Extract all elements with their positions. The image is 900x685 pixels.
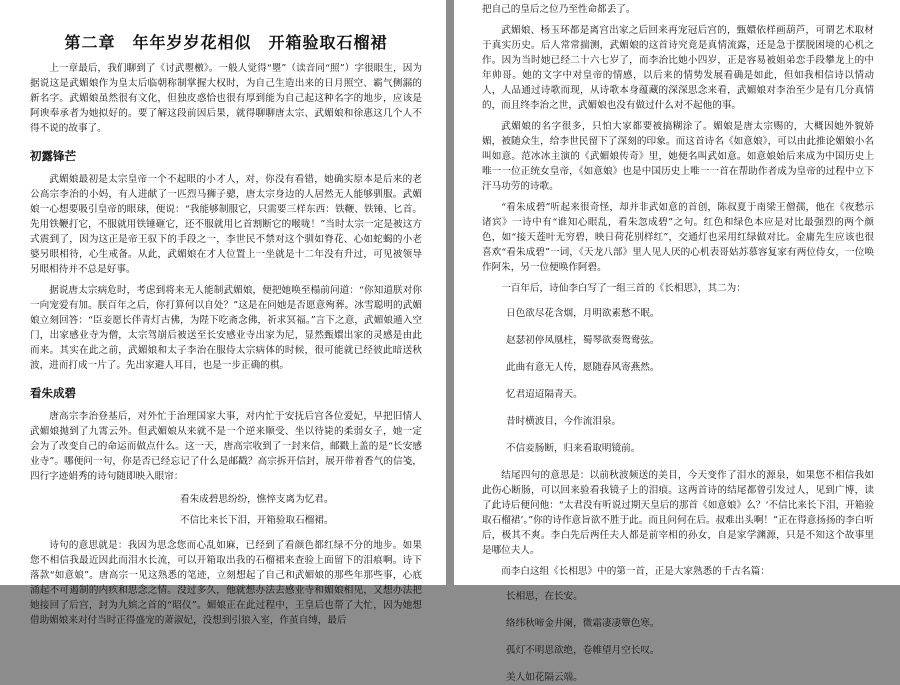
poem-block [30,492,422,528]
section-heading-kanzhu-chengbi: 看朱成碧 [30,386,76,400]
poem-line: 日色欲尽花含烟，月明欲素愁不眠。 [506,308,660,319]
poem-line: 不信妾肠断，归来看取明镜前。 [506,443,641,454]
body-paragraph: 据说唐太宗病危时，考虑到将来无人能制武媚娘，便把她唤至榻前问道：“你知道朕对你一向宠爱有加。朕百年之后，你打算何以自处？”这是在问她是否愿意殉葬。冰雪聪明的武媚娘立刻回答：“臣妾愿长伴青灯古佛，为陛下吃斋念佛，祈求冥福。”言下之意，武媚娘遁入空门，出家感业寺为僧，太宗驾崩后被送至长安感业寺出家为尼，显然甄嬛出家的灵感是由此而来。其实在此之前，武媚娘和太子李治在服侍太宗病体的时候，很可能就已经彼此暗送秋波，进而打成一片了。先出家避人耳目，也是一步正确的棋。 [30,285,422,371]
poem-line: 孤灯不明思欲绝，卷帷望月空长叹。 [506,645,660,656]
poem-line: 忆君迢迢隔青天。 [506,389,583,400]
right-page [454,0,900,683]
body-paragraph: 一百年后，诗仙李白写了一组三首的《长相思》，其二为： [501,283,746,294]
poem-line: 昔时横波目，今作流泪泉。 [506,416,622,427]
body-paragraph: 武媚娘的名字很多，只怕大家都要被搞糊涂了。媚娘是唐太宗赐的，大概因她外貌娇媚，被随众生，给李世民留下了深刻的印象。而这首诗名《如意娘》，可以由此推论媚娘小名叫如意。范冰冰主演的《武媚娘传奇》里，她便名叫武如意。如意娘始后来成为中国历史上唯一一位正统女皇帝，《如意娘》也是中国历史上唯一一首在帮助作者成为皇帝的过程中立下汗马功劳的诗歌。 [482,121,874,192]
poem-line: 不信比来长下泪，开箱验取石榴裙。 [180,515,334,526]
poem-line: 络纬秋啼金井阑，微霜凄凄簟色寒。 [506,618,660,629]
body-paragraph: “看朱成碧”听起来很奇怪，却并非武如意的首创，陈叔夏于南梁王僧孺，他在《夜愁示诸宾》一诗中有“谁知心眼乱，看朱忽成碧”之句。红色和绿色本应是对比最强烈的两个颜色，如“接天莲叶无穷碧，映日荷花别样红”，交通灯也采用红绿做对比。金庸先生应该也很喜欢“看朱成碧”一词，《天龙八部》里人见人厌的心机表哥姑苏慕容复家有两位侍女，一位唤作阿朱，另一位便唤作阿碧。 [482,202,874,273]
left-page [0,0,446,626]
body-paragraph: 武媚娘、杨玉环都是离宫出家之后回来再宠冠后宫的，甄嬛依样画葫芦，可谓艺术取材于真实历史。后人常常揣测，武媚娘的这首诗究竟是真情流露，还是急于摆脱困境的心机之作。因为当时她已经二十六七岁了，而李治比她小四岁，正是容易被姐弟恋手段攀龙上的中年帅哥。她的文字中对皇帝的情感，以后来的情势发展看确是如此，但如我相信诗以情动人，人品通过诗歌而现，从诗歌本身蕴藏的深深思念来看，武媚娘对李治至少是有几分真情的，而且终李治之世，武媚娘也没有做过什么对不起他的事。 [482,25,874,111]
chapter-title: 第二章 年年岁岁花相似 开箱验取石榴裙 [64,33,388,52]
poem-line: 此曲有意无人传，愿随春风寄燕然。 [506,362,660,373]
poem-block [482,589,874,685]
section-heading-chulu-fengmang: 初露锋芒 [30,149,76,163]
intro-paragraph: 上一章最后，我们聊到了《讨武瞾檄》。一般人觉得“瞾”（读音同“照”）字很眼生，因为据说这是武媚娘作为皇太后临朝称制掌握大权时，为自己生造出来的日月照空、霸气侧漏的新名字。武媚娘虽然很有文化，但独皮惑恰也很有厚到能为自己起这种名字的地步，应该是阿谀奉承者为她拟好的。要了解这段前因后果，就得聊聊唐太宗、武媚娘和徐惠这几个人不得不说的故事了。 [30,63,422,134]
poem-line: 长相思，在长安。 [506,591,583,602]
body-paragraph: 结尾四句的意思是：以前秋波频送的美目，今天变作了泪水的源泉，如果您不相信我如此伤心断肠，可以回来验看我镜子上的泪痕。这两首诗的结尾都曾引发过人，见到广博，读了此诗后便问他：“太君没有听说过期天皇后的那首《如意娘》么？‘不信比来长下泪，开箱验取石榴裙’。”你的诗作意旨欲不胜于此。而且问何在后。叔难出头啊！”正在得意扬扬的李白听后，极其不爽。李白先后两任夫人都是前宰相的孙女，自是家学渊源，只是不知这个故事里是哪位夫人。 [482,470,874,556]
poem-line: 看朱成碧思纷纷，憔悴支离为忆君。 [180,494,334,505]
body-paragraph: 而李白这组《长相思》中的第一首，正是大家熟悉的千古名篇： [501,566,770,577]
body-paragraph: 诗句的意思就是：我因为思念您而心乱如麻，已经到了看颜色都红绿不分的地步。如果您不相信我最近因此而泪水长流，可以开箱取出我的石榴裙来查验上面留下的泪痕啊。诗下落款“如意娘”。唐高宗一见这熟悉的笔迹，立刻想起了自己和武媚娘的那些年那些事，心底涌起不可遏制的内疚和思念之情。没过多久，他就想办法去感业寺和媚娘相见，又想办法把她接回了后宫，封为九嫔之首的“昭仪”。媚娘正在此过程中，王皇后也帮了大忙，因为她想借助媚娘来对付当时正得盛宠的萧淑妃，没想到引狼入室，作茧自缚，最后 [30,540,422,626]
poem-block [482,306,874,456]
body-paragraph: 武媚娘最初是太宗皇帝一个不起眼的小才人，对，你没有看错，她确实原本是后来的老公高宗李治的小妈，有人进献了一匹烈马狮子骢，唐太宗身边的人居然无人能够驯服。武媚娘一心想要吸引皇帝的眼球，便说：“我能够制服它，只需要三样东西：铁鞭、铁锤、匕首。先用铁鞭打它，不服就用铁锤砸它，还不服就用匕首割断它的喉咙！”当时太宗一定是被这方式震到了，因为这正是帝王驭下的手段之一，李世民不禁对这个驯如脊花、心如蛇蝎的小老婆另眼相待，心生戒备。从此，武媚娘在才人位置上一坐就是十二年没有升过，可见被领导另眼相待并不总是好事。 [30,174,422,275]
poem-line: 赵瑟初停凤凰柱，蜀琴欲奏鸳鸯弦。 [506,335,660,346]
body-paragraph: 唐高宗李治登基后，对外忙于治理国家大事，对内忙于安抚后宫各位爱妃，早把旧情人武媚娘抛到了九霄云外。但武媚娘从来就不是一个逆来顺受、坐以待毙的柔弱女子，她一定会为了改变自己的命运而做点什么。这一天，唐高宗收到了一封来信，邮戳上盖的是“长安感业寺”。哪便问一句，你是否已经忘记了什么是邮戳？高宗拆开信封，展开带着香气的信笺，四行字迹娟秀的诗句随即映入眼帘： [30,411,422,482]
poem-line: 美人如花隔云端。 [506,672,583,683]
body-paragraph: 把自己的皇后之位乃至性命都丢了。 [482,4,636,15]
